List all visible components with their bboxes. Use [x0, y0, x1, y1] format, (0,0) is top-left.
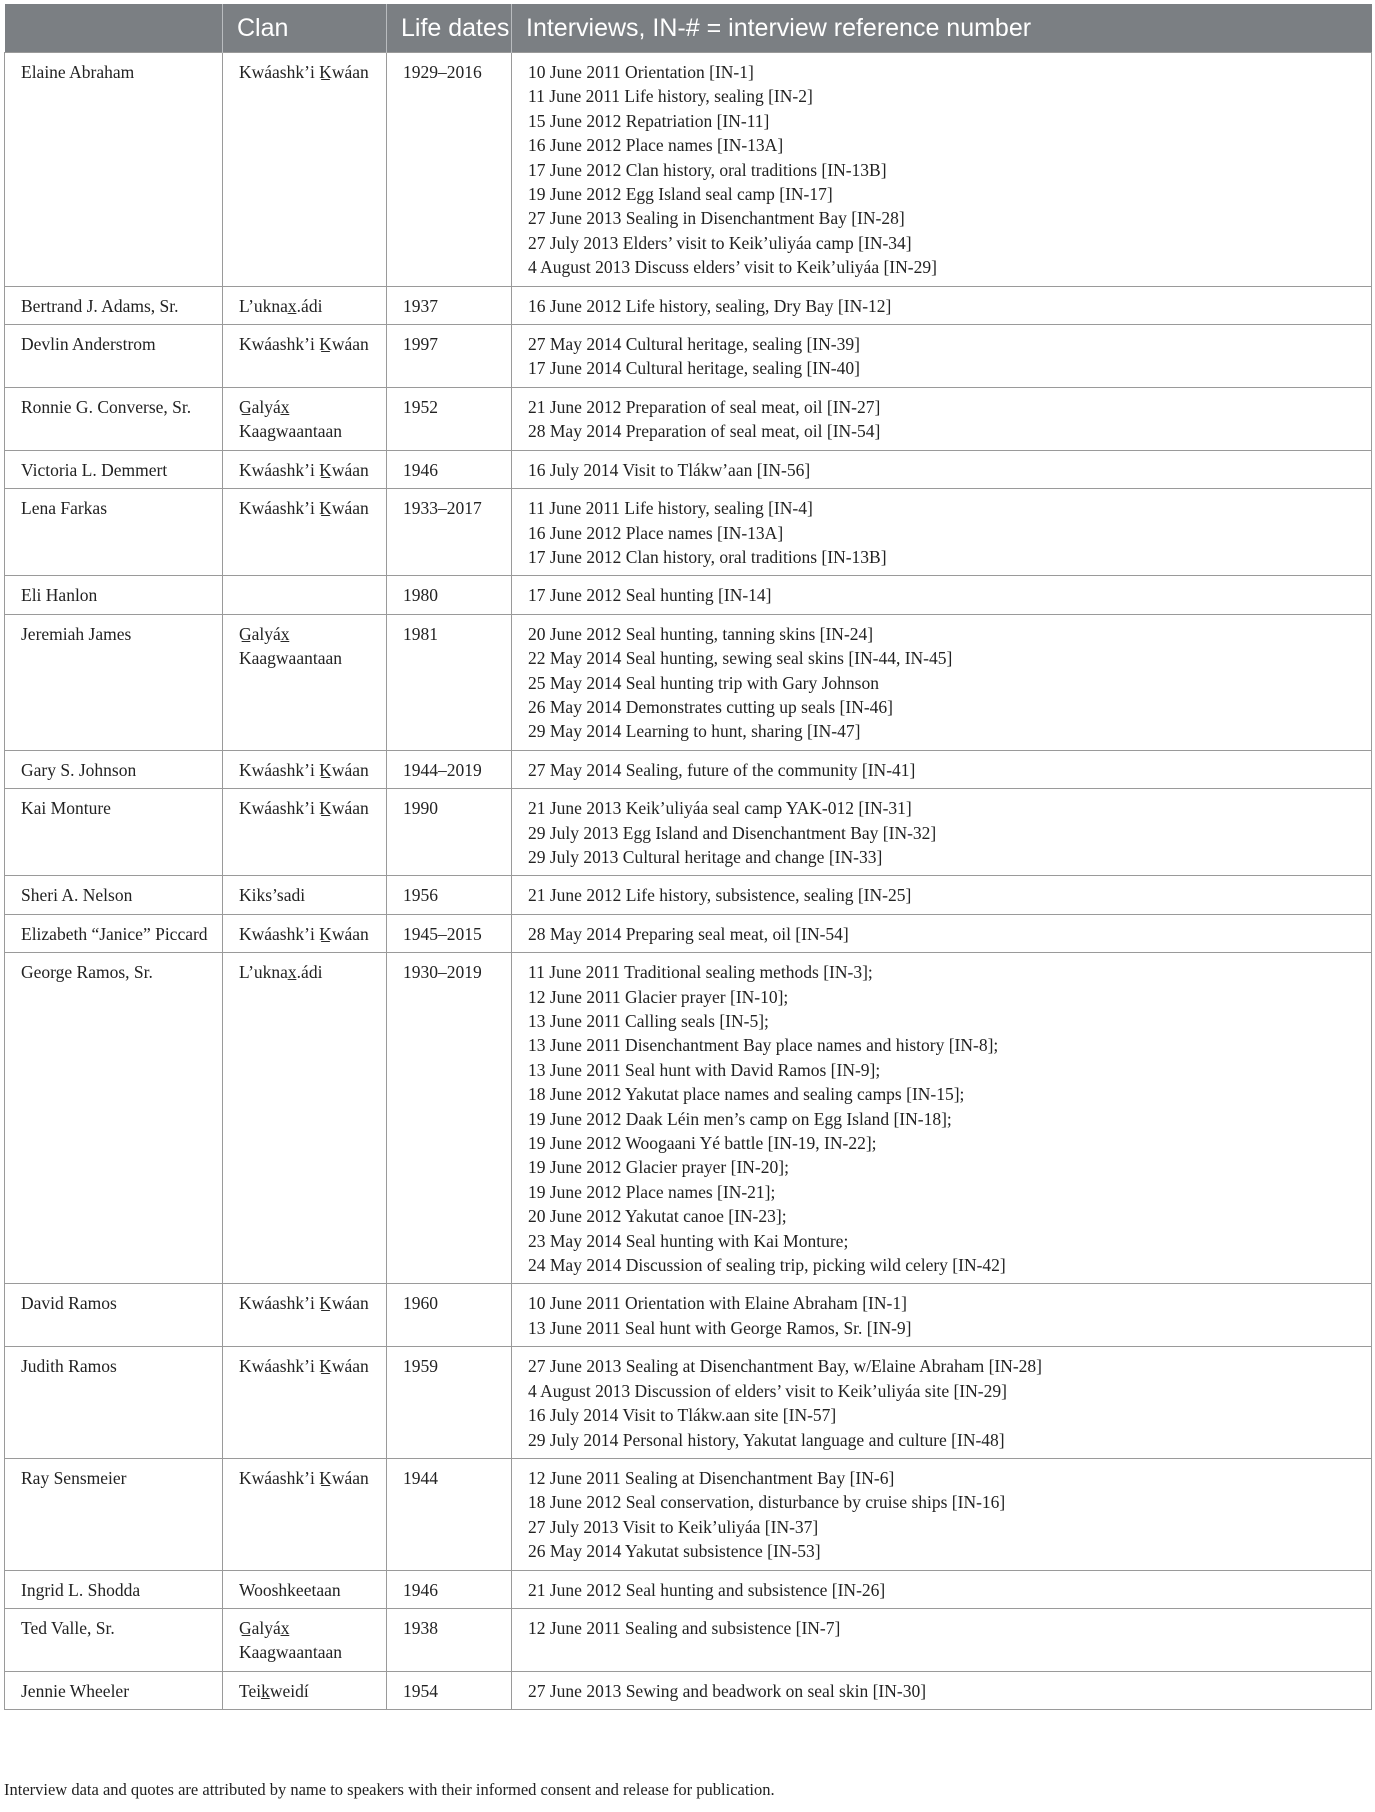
interview-entry: 27 July 2013 Elders’ visit to Keik’uliyáa camp [IN-34]	[528, 232, 912, 253]
cell-interviews	[512, 876, 1372, 914]
interview-entry: 27 May 2014 Sealing, future of the community [IN-41]	[528, 759, 916, 780]
cell-life-dates: 1952	[387, 387, 512, 450]
interview-entry: 13 June 2011 Calling seals [IN-5];	[528, 1011, 769, 1031]
interview-entry: 27 June 2013 Sealing at Disenchantment Bay, w/Elaine Abraham [IN-28]	[528, 1356, 1043, 1377]
interview-entry: 29 July 2013 Cultural heritage and change [IN-33]	[528, 846, 883, 867]
cell-interviews	[512, 914, 1372, 952]
interview-entry: 11 June 2011 Traditional sealing methods [IN-3];	[528, 962, 873, 983]
cell-interviews	[512, 387, 1372, 450]
cell-life-dates: 1930–2019	[387, 953, 512, 1284]
cell-interviews	[512, 286, 1372, 324]
cell-name: Elizabeth “Janice” Piccard	[5, 914, 223, 952]
interview-entry: 19 June 2012 Glacier prayer [IN-20];	[528, 1157, 789, 1178]
cell-life-dates: 1946	[387, 1570, 512, 1608]
cell-clan: Kwáashk’i K̲wáan	[223, 1458, 387, 1570]
cell-interviews	[512, 576, 1372, 614]
table-row	[5, 53, 1372, 287]
interview-entry: 29 May 2014 Learning to hunt, sharing [IN-47]	[528, 721, 861, 742]
interview-entry: 27 June 2013 Sealing in Disenchantment Bay [IN-28]	[528, 208, 905, 229]
interview-entry: 11 June 2011 Life history, sealing [IN-4]	[528, 498, 813, 519]
interview-entry: 19 June 2012 Place names [IN-21];	[528, 1181, 776, 1202]
interview-entry: 18 June 2012 Seal conservation, disturbance by cruise ships [IN-16]	[528, 1492, 1006, 1513]
interview-entry: 10 June 2011 Orientation [IN-1]	[528, 62, 754, 82]
cell-interviews	[512, 1570, 1372, 1608]
cell-life-dates: 1959	[387, 1347, 512, 1459]
interview-entry: 23 May 2014 Seal hunting with Kai Monture;	[528, 1230, 849, 1251]
interviews-table-container	[4, 4, 1371, 1710]
cell-name: Sheri A. Nelson	[5, 876, 223, 914]
interview-entry: 16 July 2014 Visit to Tlákw.aan site [IN-57]	[528, 1405, 837, 1426]
cell-name: David Ramos	[5, 1284, 223, 1347]
cell-life-dates: 1997	[387, 325, 512, 388]
table-row	[5, 387, 1372, 450]
interview-entry: 11 June 2011 Life history, sealing [IN-2]	[528, 86, 813, 107]
cell-name: George Ramos, Sr.	[5, 953, 223, 1284]
cell-name: Lena Farkas	[5, 489, 223, 576]
cell-clan: Kwáashk’i K̲wáan	[223, 914, 387, 952]
cell-interviews	[512, 53, 1372, 287]
header-name	[5, 4, 223, 53]
table-row	[5, 614, 1372, 750]
table-row	[5, 1284, 1372, 1347]
interview-entry: 29 July 2013 Egg Island and Disenchantment Bay [IN-32]	[528, 822, 937, 843]
cell-name: Ronnie G. Converse, Sr.	[5, 387, 223, 450]
cell-name: Jeremiah James	[5, 614, 223, 750]
interview-entry: 13 June 2011 Disenchantment Bay place names and history [IN-8];	[528, 1035, 999, 1056]
table-row	[5, 914, 1372, 952]
table-row	[5, 325, 1372, 388]
cell-name: Gary S. Johnson	[5, 750, 223, 788]
table-row	[5, 1458, 1372, 1570]
table-footnote: Interview data and quotes are attributed by name to speakers with their informed consent and release for publication.	[4, 1780, 775, 1799]
table-row	[5, 489, 1372, 576]
cell-clan: G̲alyáx̲ Kaagwaantaan	[223, 614, 387, 750]
interview-entry: 29 July 2014 Personal history, Yakutat language and culture [IN-48]	[528, 1429, 1005, 1450]
cell-interviews	[512, 489, 1372, 576]
interview-entry: 27 June 2013 Sewing and beadwork on seal skin [IN-30]	[528, 1680, 927, 1701]
table-row	[5, 1347, 1372, 1459]
cell-name: Ray Sensmeier	[5, 1458, 223, 1570]
cell-clan: Kwáashk’i K̲wáan	[223, 53, 387, 287]
cell-life-dates: 1946	[387, 450, 512, 488]
cell-life-dates: 1990	[387, 789, 512, 876]
cell-interviews	[512, 750, 1372, 788]
cell-interviews	[512, 450, 1372, 488]
cell-clan: G̲alyáx̲ Kaagwaantaan	[223, 1608, 387, 1671]
interview-entry: 4 August 2013 Discussion of elders’ visit to Keik’uliyáa site [IN-29]	[528, 1380, 1007, 1401]
interview-entry: 16 June 2012 Place names [IN-13A]	[528, 135, 784, 156]
table-body	[5, 53, 1372, 1710]
interview-entry: 16 June 2012 Life history, sealing, Dry Bay [IN-12]	[528, 295, 892, 316]
interview-entry: 16 July 2014 Visit to Tlákw’aan [IN-56]	[528, 459, 811, 480]
interview-entry: 15 June 2012 Repatriation [IN-11]	[528, 110, 770, 131]
interview-entry: 28 May 2014 Preparation of seal meat, oil [IN-54]	[528, 421, 881, 442]
table-row	[5, 876, 1372, 914]
cell-interviews	[512, 1671, 1372, 1709]
cell-clan: Kwáashk’i K̲wáan	[223, 750, 387, 788]
cell-name: Kai Monture	[5, 789, 223, 876]
cell-clan: Kwáashk’i K̲wáan	[223, 789, 387, 876]
table-row	[5, 576, 1372, 614]
table-row	[5, 1570, 1372, 1608]
header-interviews: Interviews, IN-# = interview reference number	[512, 4, 1372, 53]
cell-life-dates: 1944	[387, 1458, 512, 1570]
interview-entry: 10 June 2011 Orientation with Elaine Abraham [IN-1]	[528, 1293, 907, 1314]
interview-entry: 12 June 2011 Glacier prayer [IN-10];	[528, 986, 789, 1007]
interview-entry: 22 May 2014 Seal hunting, sewing seal skins [IN-44, IN-45]	[528, 648, 953, 669]
interview-entry: 19 June 2012 Daak Léin men’s camp on Egg Island [IN-18];	[528, 1108, 952, 1129]
interview-entry: 17 June 2012 Seal hunting [IN-14]	[528, 585, 772, 606]
interview-entry: 27 May 2014 Cultural heritage, sealing [IN-39]	[528, 334, 860, 355]
interview-entry: 17 June 2012 Clan history, oral traditions [IN-13B]	[528, 546, 887, 567]
cell-interviews	[512, 1458, 1372, 1570]
interview-entry: 25 May 2014 Seal hunting trip with Gary Johnson	[528, 672, 879, 693]
interview-entry: 21 June 2012 Preparation of seal meat, oil [IN-27]	[528, 396, 881, 417]
table-row	[5, 1671, 1372, 1709]
cell-life-dates: 1981	[387, 614, 512, 750]
cell-life-dates: 1929–2016	[387, 53, 512, 287]
cell-interviews	[512, 325, 1372, 388]
interview-entry: 26 May 2014 Yakutat subsistence [IN-53]	[528, 1541, 821, 1562]
cell-life-dates: 1933–2017	[387, 489, 512, 576]
header-life-dates: Life dates	[387, 4, 512, 53]
cell-name: Ted Valle, Sr.	[5, 1608, 223, 1671]
cell-name: Ingrid L. Shodda	[5, 1570, 223, 1608]
cell-interviews	[512, 953, 1372, 1284]
cell-clan: L’uknax̲.ádi	[223, 953, 387, 1284]
cell-name: Devlin Anderstrom	[5, 325, 223, 388]
table-row	[5, 789, 1372, 876]
cell-clan: Teik̲weidí	[223, 1671, 387, 1709]
cell-life-dates: 1956	[387, 876, 512, 914]
interview-entry: 26 May 2014 Demonstrates cutting up seals [IN-46]	[528, 696, 893, 717]
table-row	[5, 450, 1372, 488]
cell-interviews	[512, 789, 1372, 876]
cell-name: Elaine Abraham	[5, 53, 223, 287]
interview-entry: 17 June 2012 Clan history, oral traditions [IN-13B]	[528, 159, 887, 180]
cell-life-dates: 1980	[387, 576, 512, 614]
table-row	[5, 286, 1372, 324]
cell-clan: Wooshkeetaan	[223, 1570, 387, 1608]
interview-entry: 13 June 2011 Seal hunt with David Ramos [IN-9];	[528, 1059, 881, 1080]
cell-interviews	[512, 1284, 1372, 1347]
cell-clan: Kwáashk’i K̲wáan	[223, 450, 387, 488]
header-clan: Clan	[223, 4, 387, 53]
cell-interviews	[512, 1608, 1372, 1671]
interview-entry: 20 June 2012 Yakutat canoe [IN-23];	[528, 1206, 787, 1227]
cell-clan: Kwáashk’i K̲wáan	[223, 325, 387, 388]
cell-life-dates: 1938	[387, 1608, 512, 1671]
table-row	[5, 750, 1372, 788]
cell-life-dates: 1937	[387, 286, 512, 324]
cell-clan: Kwáashk’i K̲wáan	[223, 1284, 387, 1347]
interview-entry: 12 June 2011 Sealing and subsistence [IN-7]	[528, 1617, 841, 1638]
cell-clan: G̲alyáx̲ Kaagwaantaan	[223, 387, 387, 450]
cell-life-dates: 1945–2015	[387, 914, 512, 952]
table-header	[5, 4, 1372, 53]
interview-entry: 27 July 2013 Visit to Keik’uliyáa [IN-37]	[528, 1516, 819, 1537]
cell-clan	[223, 576, 387, 614]
interview-entry: 19 June 2012 Egg Island seal camp [IN-17]	[528, 184, 833, 205]
table-row	[5, 1608, 1372, 1671]
table-row	[5, 953, 1372, 1284]
cell-name: Eli Hanlon	[5, 576, 223, 614]
cell-interviews	[512, 1347, 1372, 1459]
cell-clan: L’uknax̲.ádi	[223, 286, 387, 324]
cell-life-dates: 1944–2019	[387, 750, 512, 788]
interview-entry: 18 June 2012 Yakutat place names and sealing camps [IN-15];	[528, 1084, 965, 1105]
cell-name: Victoria L. Demmert	[5, 450, 223, 488]
cell-name: Judith Ramos	[5, 1347, 223, 1459]
cell-clan: Kiks’sadi	[223, 876, 387, 914]
interview-entry: 4 August 2013 Discuss elders’ visit to Keik’uliyáa [IN-29]	[528, 257, 937, 278]
cell-life-dates: 1960	[387, 1284, 512, 1347]
interview-entry: 21 June 2012 Seal hunting and subsistence [IN-26]	[528, 1579, 886, 1600]
cell-interviews	[512, 614, 1372, 750]
interview-entry: 28 May 2014 Preparing seal meat, oil [IN-54]	[528, 923, 849, 944]
interview-entry: 19 June 2012 Woogaani Yé battle [IN-19, IN-22];	[528, 1133, 877, 1154]
cell-life-dates: 1954	[387, 1671, 512, 1709]
interview-entry: 16 June 2012 Place names [IN-13A]	[528, 522, 784, 543]
cell-name: Jennie Wheeler	[5, 1671, 223, 1709]
cell-clan: Kwáashk’i K̲wáan	[223, 1347, 387, 1459]
cell-clan: Kwáashk’i K̲wáan	[223, 489, 387, 576]
interview-entry: 21 June 2012 Life history, subsistence, sealing [IN-25]	[528, 885, 912, 906]
interview-entry: 12 June 2011 Sealing at Disenchantment Bay [IN-6]	[528, 1467, 895, 1488]
interview-entry: 17 June 2014 Cultural heritage, sealing [IN-40]	[528, 358, 860, 379]
interview-entry: 20 June 2012 Seal hunting, tanning skins [IN-24]	[528, 623, 874, 644]
interviews-table	[4, 4, 1372, 1710]
interview-entry: 13 June 2011 Seal hunt with George Ramos, Sr. [IN-9]	[528, 1317, 912, 1338]
cell-name: Bertrand J. Adams, Sr.	[5, 286, 223, 324]
interview-entry: 24 May 2014 Discussion of sealing trip, picking wild celery [IN-42]	[528, 1255, 1006, 1276]
interview-entry: 21 June 2013 Keik’uliyáa seal camp YAK-012 [IN-31]	[528, 798, 912, 819]
